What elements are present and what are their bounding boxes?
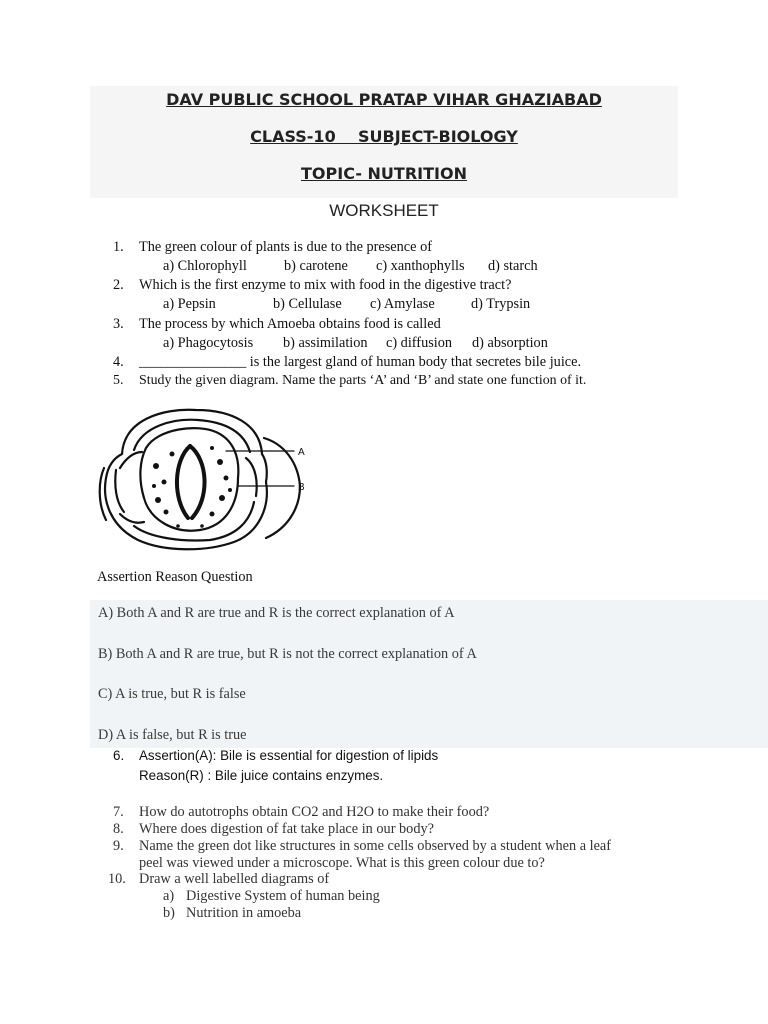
option-a: a) Phagocytosis	[163, 335, 254, 351]
sub-number: a)	[163, 888, 175, 904]
option-c: c) xanthophylls	[376, 258, 465, 274]
question-6-reason: Reason(R) : Bile juice contains enzymes.	[139, 768, 384, 783]
question-10	[108, 871, 329, 888]
stoma-pore-left	[177, 446, 190, 518]
question-10-sub-b	[163, 905, 301, 922]
worksheet-title: WORKSHEET	[329, 201, 439, 220]
ar-option-a: A) Both A and R are true and R is the correct explanation of A	[98, 605, 455, 621]
chloroplast	[224, 476, 229, 481]
question-number: 8.	[113, 821, 124, 837]
question-8	[113, 821, 434, 838]
question-10-sub-a	[163, 888, 380, 905]
question-number: 7.	[113, 804, 124, 820]
assertion-reason-heading: Assertion Reason Question	[97, 569, 253, 585]
question-text: Study the given diagram. Name the parts ‘A’ and ‘B’ and state one function of it.	[139, 373, 587, 388]
question-number: 10.	[108, 871, 126, 887]
chloroplast	[152, 484, 156, 488]
assertion-reason-options-box	[90, 600, 768, 748]
question-1	[113, 239, 432, 256]
question-3	[113, 316, 441, 333]
question-text: How do autotrophs obtain CO2 and H2O to make their food?	[139, 804, 490, 820]
sub-text: Nutrition in amoeba	[186, 905, 302, 921]
chloroplast	[228, 488, 232, 492]
question-4	[113, 354, 581, 371]
chloroplast	[162, 480, 167, 485]
chloroplast	[164, 510, 169, 515]
label-b: B	[298, 482, 305, 493]
question-number: 4.	[113, 354, 124, 370]
subsidiary-cell-inner	[115, 470, 124, 512]
question-text: Where does digestion of fat take place in our body?	[139, 821, 434, 837]
option-c: c) Amylase	[370, 296, 435, 312]
stoma-pore-right	[190, 446, 205, 518]
stomata-diagram	[94, 402, 314, 554]
question-7	[113, 804, 489, 821]
option-c: c) diffusion	[386, 335, 453, 351]
chloroplast	[217, 459, 223, 465]
class-subject: CLASS-10 SUBJECT-BIOLOGY	[250, 127, 518, 146]
ar-option-d: D) A is false, but R is true	[98, 727, 247, 743]
chloroplast	[200, 524, 204, 528]
chloroplast	[153, 463, 159, 469]
question-text: _______________ is the largest gland of human body that secretes bile juice.	[139, 354, 582, 370]
question-3-options	[163, 335, 548, 352]
option-d: d) starch	[488, 258, 538, 274]
option-b: b) carotene	[284, 258, 348, 274]
question-text: The process by which Amoeba obtains food is called	[139, 316, 441, 332]
question-text: Name the green dot like structures in some cells observed by a student when a leaf	[139, 838, 612, 854]
option-b: b) assimilation	[283, 335, 368, 351]
question-2-options	[163, 296, 530, 313]
question-2	[113, 277, 511, 294]
right-outer-cell	[264, 438, 300, 538]
question-9	[113, 838, 611, 855]
assertion-text: Assertion(A): Bile is essential for digestion of lipids	[139, 748, 439, 763]
option-b: b) Cellulase	[273, 296, 342, 312]
question-number: 3.	[113, 316, 124, 332]
question-number: 1.	[113, 239, 124, 255]
ar-option-b: B) Both A and R are true, but R is not the correct explanation of A	[98, 646, 477, 662]
question-6-assertion	[113, 748, 438, 763]
question-number: 2.	[113, 277, 124, 293]
option-d: d) absorption	[472, 335, 548, 351]
ar-option-c: C) A is true, but R is false	[98, 686, 246, 702]
chloroplast	[210, 446, 214, 450]
subsidiary-cell-outline	[105, 410, 267, 549]
question-text: Draw a well labelled diagrams of	[139, 871, 330, 887]
question-number: 9.	[113, 838, 124, 854]
question-9-continued: peel was viewed under a microscope. What is this green colour due to?	[139, 855, 545, 871]
subsidiary-cell-inner	[134, 502, 254, 540]
sub-text: Digestive System of human being	[186, 888, 380, 904]
option-a: a) Pepsin	[163, 296, 216, 312]
topic: TOPIC- NUTRITION	[301, 164, 467, 183]
question-1-options	[163, 258, 538, 275]
label-a: A	[298, 447, 305, 458]
question-number: 5.	[113, 373, 124, 388]
chloroplast	[155, 497, 161, 503]
question-text: Which is the first enzyme to mix with food in the digestive tract?	[139, 277, 512, 293]
chloroplast	[176, 524, 180, 528]
school-name: DAV PUBLIC SCHOOL PRATAP VIHAR GHAZIABAD	[166, 90, 602, 109]
subsidiary-cell-inner	[246, 458, 257, 496]
guard-cells-outline	[140, 428, 238, 531]
chloroplast	[219, 495, 225, 501]
chloroplast	[170, 452, 175, 457]
question-text: The green colour of plants is due to the presence of	[139, 239, 432, 255]
question-5	[113, 373, 586, 389]
option-d: d) Trypsin	[471, 296, 531, 312]
chloroplast	[210, 512, 215, 517]
option-a: a) Chlorophyll	[163, 258, 247, 274]
sub-number: b)	[163, 905, 175, 921]
question-number: 6.	[113, 748, 125, 763]
